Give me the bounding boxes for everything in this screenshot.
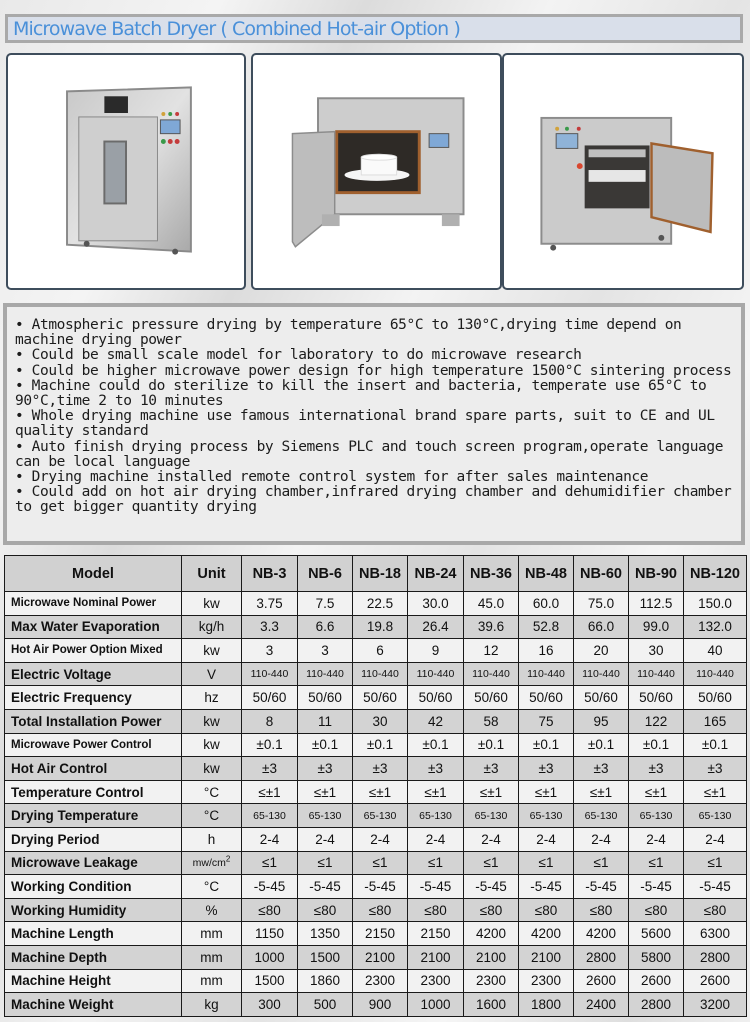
cell-value: ±3 bbox=[464, 757, 519, 781]
cell-value: 2-4 bbox=[298, 827, 353, 851]
cell-value: 39.6 bbox=[464, 615, 519, 639]
row-label: Microwave Nominal Power bbox=[5, 592, 182, 616]
cell-value: 50/60 bbox=[684, 686, 747, 710]
cell-value: 150.0 bbox=[684, 592, 747, 616]
cell-value: 2-4 bbox=[629, 827, 684, 851]
header-model-column: NB-18 bbox=[353, 556, 408, 592]
cell-value: ≤80 bbox=[298, 898, 353, 922]
cell-value: 110-440 bbox=[464, 662, 519, 686]
cell-value: 2-4 bbox=[408, 827, 464, 851]
cell-value: ≤±1 bbox=[684, 780, 747, 804]
cell-value: 66.0 bbox=[574, 615, 629, 639]
photo-gallery bbox=[6, 53, 746, 291]
feature-item: • Atmospheric pressure drying by temperature 65°C to 130°C,drying time depend on machine drying power bbox=[15, 317, 690, 349]
cell-value: 30.0 bbox=[408, 592, 464, 616]
cell-value: ±0.1 bbox=[684, 733, 747, 757]
cell-value: 2600 bbox=[684, 969, 747, 993]
cell-value: 8 bbox=[242, 709, 298, 733]
table-row bbox=[5, 898, 747, 922]
cell-value: ≤80 bbox=[519, 898, 574, 922]
cell-value: 6 bbox=[353, 639, 408, 663]
cell-value: 75 bbox=[519, 709, 574, 733]
row-label: Hot Air Power Option Mixed bbox=[5, 639, 182, 663]
cell-value: 2100 bbox=[519, 945, 574, 969]
cell-value: -5-45 bbox=[408, 875, 464, 899]
cell-value: ±0.1 bbox=[519, 733, 574, 757]
row-unit: kw bbox=[182, 709, 242, 733]
cell-value: 1600 bbox=[464, 993, 519, 1017]
cell-value: 2-4 bbox=[519, 827, 574, 851]
row-label: Drying Temperature bbox=[5, 804, 182, 828]
cell-value: 65-130 bbox=[408, 804, 464, 828]
cell-value: 60.0 bbox=[519, 592, 574, 616]
cell-value: 9 bbox=[408, 639, 464, 663]
cell-value: -5-45 bbox=[629, 875, 684, 899]
cell-value: 30 bbox=[629, 639, 684, 663]
cell-value: 65-130 bbox=[353, 804, 408, 828]
row-label: Working Condition bbox=[5, 875, 182, 899]
cell-value: 2150 bbox=[353, 922, 408, 946]
header-model-column: NB-120 bbox=[684, 556, 747, 592]
cell-value: 110-440 bbox=[684, 662, 747, 686]
cell-value: 50/60 bbox=[408, 686, 464, 710]
table-row bbox=[5, 827, 747, 851]
cell-value: 22.5 bbox=[353, 592, 408, 616]
cell-value: 65-130 bbox=[684, 804, 747, 828]
cell-value: 99.0 bbox=[629, 615, 684, 639]
table-row bbox=[5, 780, 747, 804]
table-row bbox=[5, 993, 747, 1017]
cell-value: 5600 bbox=[629, 922, 684, 946]
row-label: Temperature Control bbox=[5, 780, 182, 804]
table-row bbox=[5, 922, 747, 946]
table-row bbox=[5, 851, 747, 875]
header-model-column: NB-24 bbox=[408, 556, 464, 592]
cell-value: 65-130 bbox=[629, 804, 684, 828]
table-row bbox=[5, 733, 747, 757]
cell-value: ±0.1 bbox=[464, 733, 519, 757]
cell-value: ≤1 bbox=[298, 851, 353, 875]
cell-value: 50/60 bbox=[464, 686, 519, 710]
table-row bbox=[5, 945, 747, 969]
cell-value: 3.3 bbox=[242, 615, 298, 639]
cell-value: 1500 bbox=[298, 945, 353, 969]
cell-value: ≤80 bbox=[242, 898, 298, 922]
table-row bbox=[5, 686, 747, 710]
row-label: Machine Depth bbox=[5, 945, 182, 969]
row-label: Machine Length bbox=[5, 922, 182, 946]
cell-value: 110-440 bbox=[408, 662, 464, 686]
cell-value: 2300 bbox=[408, 969, 464, 993]
row-label: Total Installation Power bbox=[5, 709, 182, 733]
cell-value: 75.0 bbox=[574, 592, 629, 616]
unit-text: mw/cm bbox=[192, 856, 226, 869]
cell-value: ≤±1 bbox=[298, 780, 353, 804]
row-unit: mm bbox=[182, 945, 242, 969]
cell-value: 16 bbox=[519, 639, 574, 663]
feature-item: • Could add on hot air drying chamber,infrared drying chamber and dehumidifier chamber to get bigger quantity drying bbox=[15, 484, 740, 516]
page-title: Microwave Batch Dryer ( Combined Hot-air Option ) bbox=[8, 17, 740, 40]
cell-value: 4200 bbox=[464, 922, 519, 946]
row-unit: kw bbox=[182, 639, 242, 663]
cell-value: 110-440 bbox=[298, 662, 353, 686]
cell-value: 500 bbox=[298, 993, 353, 1017]
table-header-row bbox=[5, 556, 747, 592]
cell-value: 6300 bbox=[684, 922, 747, 946]
row-unit: °C bbox=[182, 804, 242, 828]
header-model-column: NB-60 bbox=[574, 556, 629, 592]
row-unit: mm bbox=[182, 922, 242, 946]
cell-value: ±0.1 bbox=[242, 733, 298, 757]
header-model: Model bbox=[5, 556, 182, 592]
row-label: Machine Weight bbox=[5, 993, 182, 1017]
cell-value: 4200 bbox=[519, 922, 574, 946]
cell-value: 110-440 bbox=[353, 662, 408, 686]
table-row bbox=[5, 804, 747, 828]
cell-value: 42 bbox=[408, 709, 464, 733]
cell-value: 1150 bbox=[242, 922, 298, 946]
row-unit: kg bbox=[182, 993, 242, 1017]
cell-value: 95 bbox=[574, 709, 629, 733]
batch-dryer-tray-photo bbox=[502, 53, 744, 290]
cell-value: 112.5 bbox=[629, 592, 684, 616]
cell-value: 1500 bbox=[242, 969, 298, 993]
cell-value: 2300 bbox=[353, 969, 408, 993]
cell-value: ±0.1 bbox=[629, 733, 684, 757]
cell-value: ±0.1 bbox=[408, 733, 464, 757]
feature-item: • Machine could do sterilize to kill the insert and bacteria, temperate use 65°C to 90°C,time 2 to 10 minutes bbox=[15, 377, 715, 410]
cell-value: -5-45 bbox=[684, 875, 747, 899]
header-model-column: NB-90 bbox=[629, 556, 684, 592]
cell-value: ≤80 bbox=[353, 898, 408, 922]
cell-value: ≤±1 bbox=[574, 780, 629, 804]
cell-value: 7.5 bbox=[298, 592, 353, 616]
row-unit bbox=[182, 851, 242, 875]
cell-value: 2400 bbox=[574, 993, 629, 1017]
cell-value: 132.0 bbox=[684, 615, 747, 639]
cell-value: ±3 bbox=[353, 757, 408, 781]
cell-value: 5800 bbox=[629, 945, 684, 969]
cell-value: ≤±1 bbox=[519, 780, 574, 804]
cell-value: ≤1 bbox=[574, 851, 629, 875]
cell-value: ≤±1 bbox=[242, 780, 298, 804]
cell-value: ±3 bbox=[684, 757, 747, 781]
cell-value: ≤1 bbox=[408, 851, 464, 875]
cell-value: 1860 bbox=[298, 969, 353, 993]
cell-value: 65-130 bbox=[574, 804, 629, 828]
cell-value: -5-45 bbox=[464, 875, 519, 899]
row-label: Microwave Power Control bbox=[5, 733, 182, 757]
cell-value: 2-4 bbox=[353, 827, 408, 851]
row-label: Drying Period bbox=[5, 827, 182, 851]
row-unit: h bbox=[182, 827, 242, 851]
cell-value: 19.8 bbox=[353, 615, 408, 639]
cell-value: 2300 bbox=[464, 969, 519, 993]
cell-value: 11 bbox=[298, 709, 353, 733]
cell-value: 2150 bbox=[408, 922, 464, 946]
cell-value: 300 bbox=[242, 993, 298, 1017]
cell-value: ≤1 bbox=[684, 851, 747, 875]
cell-value: 50/60 bbox=[519, 686, 574, 710]
header-unit: Unit bbox=[182, 556, 242, 592]
table-row bbox=[5, 592, 747, 616]
cell-value: ≤±1 bbox=[353, 780, 408, 804]
table-row bbox=[5, 969, 747, 993]
cell-value: 3.75 bbox=[242, 592, 298, 616]
features-panel bbox=[3, 303, 745, 545]
cell-value: 12 bbox=[464, 639, 519, 663]
cell-value: -5-45 bbox=[298, 875, 353, 899]
cell-value: ≤80 bbox=[408, 898, 464, 922]
cell-value: ±3 bbox=[242, 757, 298, 781]
cell-value: 1000 bbox=[242, 945, 298, 969]
cell-value: -5-45 bbox=[519, 875, 574, 899]
cell-value: 110-440 bbox=[629, 662, 684, 686]
cell-value: 65-130 bbox=[242, 804, 298, 828]
table-row bbox=[5, 662, 747, 686]
specifications-table bbox=[4, 555, 747, 1017]
cell-value: 2100 bbox=[353, 945, 408, 969]
row-unit: °C bbox=[182, 875, 242, 899]
cell-value: 2800 bbox=[684, 945, 747, 969]
feature-item: • Drying machine installed remote control system for after sales maintenance bbox=[15, 469, 649, 486]
cell-value: 110-440 bbox=[519, 662, 574, 686]
cell-value: 2800 bbox=[574, 945, 629, 969]
cell-value: 40 bbox=[684, 639, 747, 663]
cell-value: ≤80 bbox=[684, 898, 747, 922]
row-label: Electric Frequency bbox=[5, 686, 182, 710]
row-unit: °C bbox=[182, 780, 242, 804]
dryer-turntable-illustration bbox=[253, 55, 500, 288]
cell-value: 3200 bbox=[684, 993, 747, 1017]
unit-superscript: 2 bbox=[225, 854, 231, 864]
table-row bbox=[5, 639, 747, 663]
header-model-column: NB-36 bbox=[464, 556, 519, 592]
dryer-closed-door-illustration bbox=[8, 55, 244, 288]
table-row bbox=[5, 709, 747, 733]
cell-value: 50/60 bbox=[629, 686, 684, 710]
cell-value: -5-45 bbox=[242, 875, 298, 899]
dryer-tray-illustration bbox=[504, 55, 742, 288]
header-model-column: NB-48 bbox=[519, 556, 574, 592]
cell-value: 52.8 bbox=[519, 615, 574, 639]
cell-value: 65-130 bbox=[464, 804, 519, 828]
cell-value: 50/60 bbox=[242, 686, 298, 710]
cell-value: ±3 bbox=[298, 757, 353, 781]
cell-value: ±0.1 bbox=[353, 733, 408, 757]
cell-value: 1800 bbox=[519, 993, 574, 1017]
cell-value: ≤1 bbox=[464, 851, 519, 875]
cell-value: ≤±1 bbox=[464, 780, 519, 804]
table-row bbox=[5, 875, 747, 899]
cell-value: 26.4 bbox=[408, 615, 464, 639]
cell-value: ≤1 bbox=[242, 851, 298, 875]
row-unit: kw bbox=[182, 757, 242, 781]
cell-value: ±3 bbox=[629, 757, 684, 781]
features-list bbox=[7, 307, 741, 541]
cell-value: 110-440 bbox=[574, 662, 629, 686]
cell-value: ≤80 bbox=[464, 898, 519, 922]
cell-value: 2-4 bbox=[242, 827, 298, 851]
cell-value: 20 bbox=[574, 639, 629, 663]
title-bar bbox=[5, 14, 743, 43]
cell-value: 65-130 bbox=[298, 804, 353, 828]
cell-value: ≤±1 bbox=[408, 780, 464, 804]
cell-value: 2600 bbox=[629, 969, 684, 993]
feature-item: • Could be small scale model for laboratory to do microwave research bbox=[15, 347, 582, 364]
cell-value: 165 bbox=[684, 709, 747, 733]
batch-dryer-turntable-photo bbox=[251, 53, 502, 290]
feature-item: • Auto finish drying process by Siemens PLC and touch screen program,operate language can be local language bbox=[15, 438, 732, 470]
cell-value: 2800 bbox=[629, 993, 684, 1017]
row-unit: V bbox=[182, 662, 242, 686]
table-row bbox=[5, 757, 747, 781]
feature-item: • Whole drying machine use famous international brand spare parts, suit to CE and UL quality standard bbox=[15, 408, 724, 440]
cell-value: 2-4 bbox=[574, 827, 629, 851]
cell-value: 3 bbox=[242, 639, 298, 663]
row-label: Working Humidity bbox=[5, 898, 182, 922]
cell-value: 50/60 bbox=[298, 686, 353, 710]
cell-value: 50/60 bbox=[353, 686, 408, 710]
cell-value: 2600 bbox=[574, 969, 629, 993]
cell-value: 2-4 bbox=[464, 827, 519, 851]
row-label: Max Water Evaporation bbox=[5, 615, 182, 639]
cell-value: ±3 bbox=[519, 757, 574, 781]
row-unit: hz bbox=[182, 686, 242, 710]
row-label: Electric Voltage bbox=[5, 662, 182, 686]
row-label: Microwave Leakage bbox=[5, 851, 182, 875]
cell-value: 2100 bbox=[464, 945, 519, 969]
cell-value: 3 bbox=[298, 639, 353, 663]
header-model-column: NB-6 bbox=[298, 556, 353, 592]
cell-value: ±0.1 bbox=[298, 733, 353, 757]
row-unit: mm bbox=[182, 969, 242, 993]
cell-value: 30 bbox=[353, 709, 408, 733]
cell-value: 122 bbox=[629, 709, 684, 733]
cell-value: -5-45 bbox=[353, 875, 408, 899]
cell-value: 900 bbox=[353, 993, 408, 1017]
cell-value: ±3 bbox=[408, 757, 464, 781]
row-unit: kw bbox=[182, 592, 242, 616]
feature-item: • Could be higher microwave power design for high temperature 1500°C sintering process bbox=[15, 362, 732, 379]
cell-value: ≤1 bbox=[519, 851, 574, 875]
row-label: Hot Air Control bbox=[5, 757, 182, 781]
cell-value: ±0.1 bbox=[574, 733, 629, 757]
row-unit: % bbox=[182, 898, 242, 922]
row-label: Machine Height bbox=[5, 969, 182, 993]
cell-value: 2100 bbox=[408, 945, 464, 969]
cell-value: ≤80 bbox=[574, 898, 629, 922]
cell-value: ≤1 bbox=[629, 851, 684, 875]
cell-value: 1350 bbox=[298, 922, 353, 946]
cell-value: ≤1 bbox=[353, 851, 408, 875]
cell-value: 65-130 bbox=[519, 804, 574, 828]
cell-value: 58 bbox=[464, 709, 519, 733]
cell-value: -5-45 bbox=[574, 875, 629, 899]
cell-value: 45.0 bbox=[464, 592, 519, 616]
cell-value: 1000 bbox=[408, 993, 464, 1017]
row-unit: kg/h bbox=[182, 615, 242, 639]
cell-value: 4200 bbox=[574, 922, 629, 946]
cell-value: 2-4 bbox=[684, 827, 747, 851]
cell-value: 110-440 bbox=[242, 662, 298, 686]
cell-value: 2300 bbox=[519, 969, 574, 993]
cell-value: 50/60 bbox=[574, 686, 629, 710]
batch-dryer-closed-door-photo bbox=[6, 53, 246, 290]
cell-value: ±3 bbox=[574, 757, 629, 781]
table-row bbox=[5, 615, 747, 639]
cell-value: ≤80 bbox=[629, 898, 684, 922]
cell-value: 6.6 bbox=[298, 615, 353, 639]
cell-value: ≤±1 bbox=[629, 780, 684, 804]
row-unit: kw bbox=[182, 733, 242, 757]
header-model-column: NB-3 bbox=[242, 556, 298, 592]
